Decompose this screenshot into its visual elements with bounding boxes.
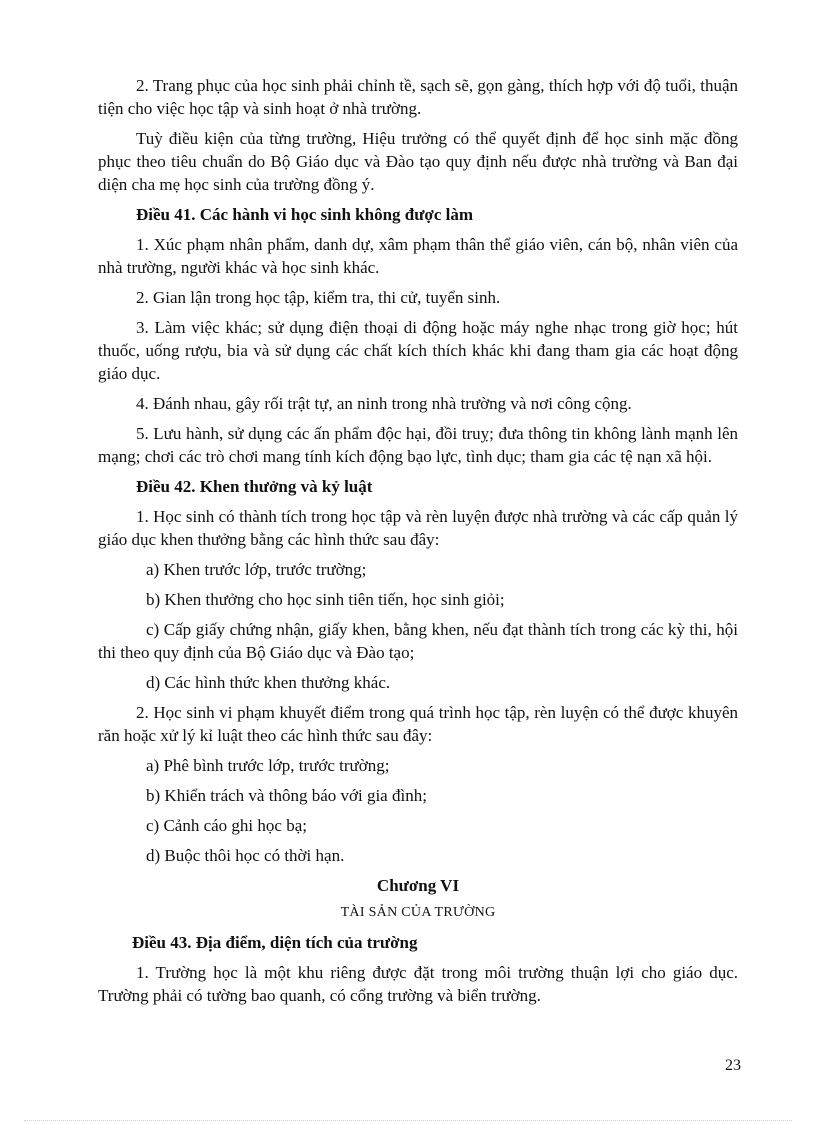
paragraph: 1. Học sinh có thành tích trong học tập và rèn luyện được nhà trường và các cấp quản lý giáo dục khen thưởng bằng các hình thức sau đây: [98, 507, 738, 549]
paragraph: 4. Đánh nhau, gây rối trật tự, an ninh trong nhà trường và nơi công cộng. [136, 394, 632, 413]
chapter-subtitle: TÀI SẢN CỦA TRƯỜNG [340, 905, 496, 920]
article-heading: Điều 41. Các hành vi học sinh không được làm [136, 205, 474, 224]
article-heading: Điều 42. Khen thưởng và kỷ luật [136, 477, 373, 496]
page-divider [24, 1120, 792, 1121]
page-number: 23 [725, 1057, 741, 1074]
list-item: b) Khen thưởng cho học sinh tiên tiến, học sinh giỏi; [146, 590, 505, 609]
list-item: d) Các hình thức khen thưởng khác. [146, 673, 391, 692]
paragraph: 2. Học sinh vi phạm khuyết điểm trong quá trình học tập, rèn luyện có thể được khuyên răn hoặc xử lý kỉ luật theo các hình thức sau đây: [98, 703, 738, 745]
paragraph: 2. Trang phục của học sinh phải chỉnh tề, sạch sẽ, gọn gàng, thích hợp với độ tuổi, thuận tiện cho việc học tập và sinh hoạt ở nhà trường. [98, 76, 738, 118]
list-item: b) Khiển trách và thông báo với gia đình; [146, 786, 427, 805]
paragraph: 1. Trường học là một khu riêng được đặt trong môi trường thuận lợi cho giáo dục. Trường phải có tường bao quanh, có cổng trường và biển trường. [98, 963, 738, 1005]
list-item: a) Phê bình trước lớp, trước trường; [146, 756, 390, 775]
paragraph: Tuỳ điều kiện của từng trường, Hiệu trưởng có thể quyết định để học sinh mặc đồng phục theo tiêu chuẩn do Bộ Giáo dục và Đào tạo quy định nếu được nhà trường và Ban đại diện cha mẹ học sinh của trường đồng ý. [98, 129, 738, 194]
document-page [98, 74, 738, 1014]
list-item: d) Buộc thôi học có thời hạn. [146, 846, 345, 865]
paragraph: 2. Gian lận trong học tập, kiểm tra, thi cử, tuyển sinh. [136, 288, 501, 307]
article-heading: Điều 43. Địa điểm, diện tích của trường [132, 933, 418, 952]
list-item: c) Cấp giấy chứng nhận, giấy khen, bằng khen, nếu đạt thành tích trong các kỳ thi, hội thi theo quy định của Bộ Giáo dục và Đào tạo; [98, 620, 738, 662]
paragraph: 5. Lưu hành, sử dụng các ấn phẩm độc hại, đồi truỵ; đưa thông tin không lành mạnh lên mạng; chơi các trò chơi mang tính kích động bạo lực, tình dục; tham gia các tệ nạn xã hội. [98, 424, 738, 466]
paragraph: 3. Làm việc khác; sử dụng điện thoại di động hoặc máy nghe nhạc trong giờ học; hút thuốc, uống rượu, bia và sử dụng các chất kích thích khác khi đang tham gia các hoạt động giáo dục. [98, 318, 738, 383]
paragraph: 1. Xúc phạm nhân phẩm, danh dự, xâm phạm thân thể giáo viên, cán bộ, nhân viên của nhà trường, người khác và học sinh khác. [98, 235, 738, 277]
list-item: c) Cảnh cáo ghi học bạ; [146, 816, 307, 835]
list-item: a) Khen trước lớp, trước trường; [146, 560, 367, 579]
chapter-title: Chương VI [376, 876, 460, 895]
